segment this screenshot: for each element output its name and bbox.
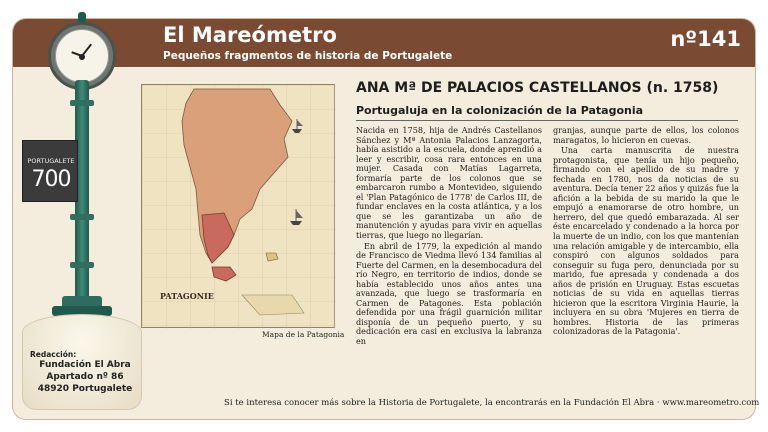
map-illustration <box>142 85 336 329</box>
credits-heading: Redacción: <box>30 350 77 359</box>
article-column-1 <box>356 126 542 376</box>
article-column-2 <box>553 126 739 376</box>
article-subtitle: Portugaluja en la colonización de la Patagonia <box>356 104 644 117</box>
pole-ring <box>70 100 94 106</box>
street-clock-illustration <box>0 0 150 432</box>
map-caption: Mapa de la Patagonia <box>262 330 345 339</box>
sign-label: PORTUGALETE <box>27 157 75 165</box>
issue-number: nº141 <box>670 27 741 51</box>
map-region-label: PATAGONIE <box>160 291 214 301</box>
credits-line: Apartado nº 86 <box>46 372 124 382</box>
brand-title: El Mareómetro <box>163 23 337 47</box>
patagonia-map <box>141 84 335 328</box>
clock-center <box>79 54 85 60</box>
credits-line: 48920 Portugalete <box>37 384 133 394</box>
article-paragraph: granjas, aunque parte de ellos, los colonos maragatos, lo hicieron en cuevas. <box>553 126 739 145</box>
credits-line: Fundación El Abra <box>39 360 131 370</box>
sign-number: 700 <box>31 167 71 192</box>
pole-ring <box>70 262 94 268</box>
article-paragraph: Nacida en 1758, hija de Andrés Castellanos Sánchez y Mª Antonia Palacios Lanzagorta, había asistido a la escuela, donde aprendió a leer y escribir, cosa rara entonces en una mujer. Casada con Matías Lagarreta, formaría parte de los colonos que se embarcaron rumbo a Montevideo, siguiendo el 'Plan Patagónico de 1778' de Carlos III, de fundar enclaves en la costa atlántica, y a los que se les garantizaba un año de manutención y ayudas para vivir en aquellas tierras, que luego no llegarían. <box>356 126 542 241</box>
footer-note: Si te interesa conocer más sobre la Historia de Portugalete, la encontrarás en la Fundación El Abra · www.mareometro.com <box>224 398 760 408</box>
credits-block <box>30 350 140 395</box>
article-paragraph: Una carta manuscrita de nuestra protagonista, que tenía un hijo pequeño, firmando con el apellido de su madre y fechada en 1780, nos da noticias de su aventura. Decía tener 22 años y quizás fue la afición a la bebida de su marido la que le empujó a enamorarse de otro hombre, un herrero, del que quedó embarazada. Al ser éste encarcelado y condenado a la horca por la muerte de un indio, con los que mantenían una relación amigable y de intercambio, ella conspiró con algunos soldados para conseguir su fuga pero, denunciada por su marido, fue apresada y condenada a dos años de prisión en Uruguay. Estas escuetas noticias de su vida en aquellas tierras hicieron que la escritora Virginia Haurie, la incluyera en su obra 'Mujeres en tierra de hombres. Historia de las primeras colonizadoras de la Patagonia'. <box>553 145 739 337</box>
brand-subtitle: Pequeños fragmentos de historia de Portugalete <box>163 50 453 62</box>
pole-ring <box>70 214 94 220</box>
article-title: ANA Mª DE PALACIOS CASTELLANOS (n. 1758) <box>356 80 719 96</box>
title-divider <box>356 120 738 121</box>
article-paragraph: En abril de 1779, la expedición al mando de Francisco de Viedma llevó 134 familias al Fuerte del Carmen, en la desembocadura del río Negro, en territorio de indios, donde se había establecido unos años antes una avanzada, que luego se trasformaría en Carmen de Patagones. Esta población defendida por una frágil guarnición militar disponía de un pequeño puerto, y su dedicación era casi en exclusiva la labranza en <box>356 240 542 347</box>
portugalete-700-sign <box>22 140 78 202</box>
